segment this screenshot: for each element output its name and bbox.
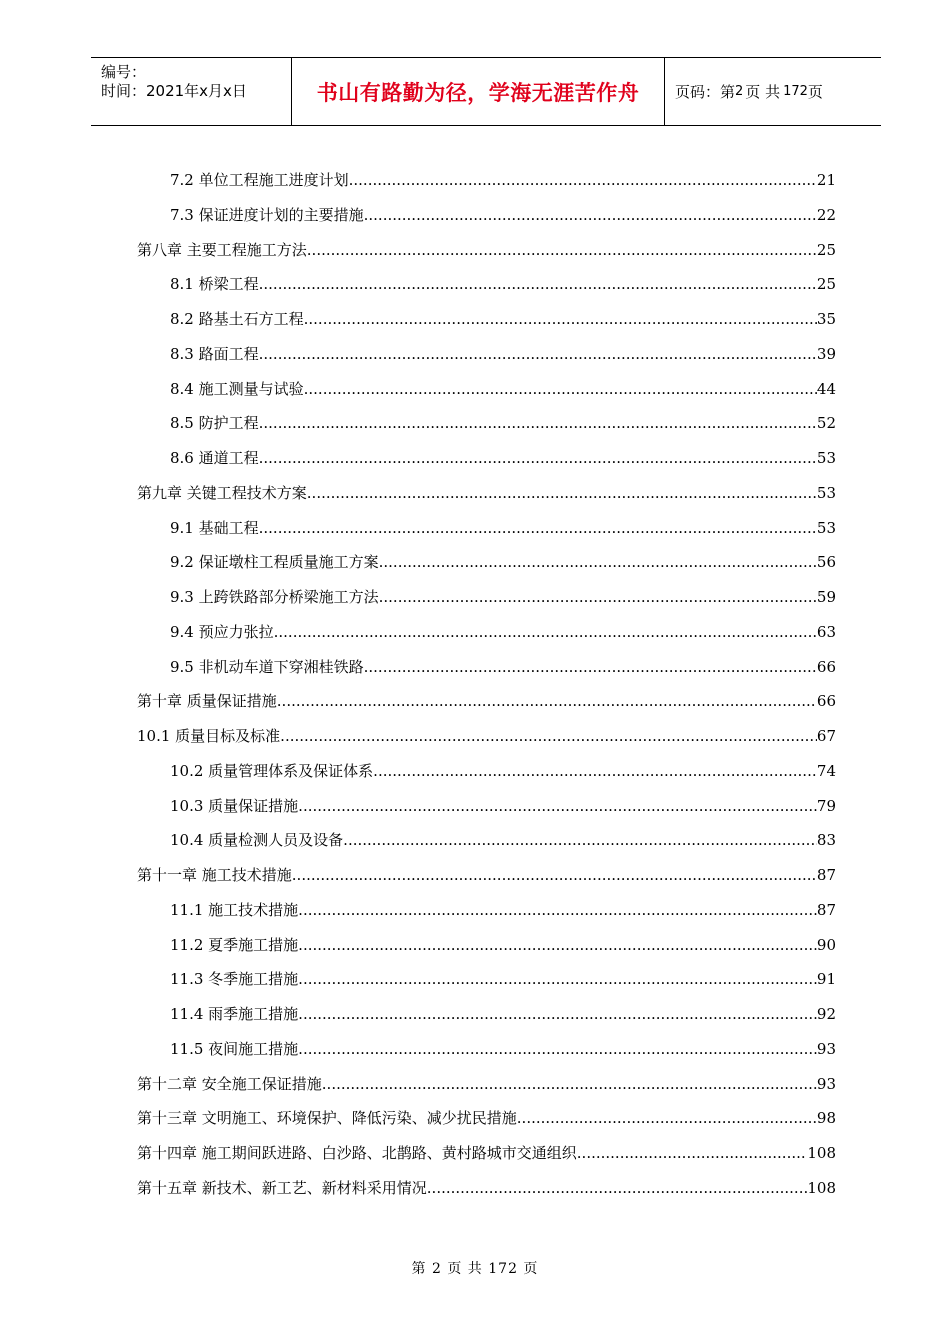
page-current: 2 — [735, 84, 744, 99]
toc-entry-page: 83 — [816, 831, 836, 850]
toc-entry[interactable] — [170, 959, 836, 989]
toc-entry-title: 10.3 质量保证措施 — [170, 796, 299, 815]
toc-entry[interactable] — [170, 890, 836, 920]
toc-entry-title: 11.1 施工技术措施 — [170, 900, 299, 919]
page-footer: 第 2 页 共 172 页 — [411, 1261, 539, 1277]
toc-leader-dots — [379, 552, 817, 572]
header-motto-cell — [292, 58, 665, 125]
toc-entry[interactable] — [137, 855, 836, 885]
toc-entry[interactable] — [170, 647, 836, 677]
document-time-label: 时间：2021年x月x日 — [101, 82, 247, 100]
toc-leader-dots — [298, 935, 817, 955]
toc-entry-title: 第十一章 施工技术措施 — [137, 866, 292, 884]
toc-leader-dots — [427, 1178, 808, 1198]
toc-leader-dots — [307, 240, 817, 260]
toc-entry-page: 67 — [816, 727, 836, 745]
toc-entry-title: 9.3 上跨铁路部分桥梁施工方法 — [170, 588, 379, 606]
toc-entry-page: 93 — [816, 1039, 836, 1058]
toc-entry-page: 91 — [816, 970, 836, 989]
toc-leader-dots — [307, 483, 817, 503]
toc-entry-title: 7.2 单位工程施工进度计划 — [170, 171, 349, 189]
toc-entry-page: 90 — [816, 935, 836, 954]
toc-entry[interactable] — [170, 542, 836, 572]
page-suffix: 页 — [807, 83, 823, 101]
toc-leader-dots — [343, 830, 817, 850]
toc-entry-page: 63 — [816, 622, 836, 641]
toc-leader-dots — [379, 587, 817, 607]
toc-entry-page: 35 — [816, 310, 836, 328]
toc-entry-page: 44 — [816, 379, 836, 398]
toc-entry[interactable] — [170, 334, 836, 364]
toc-entry-title: 8.2 路基土石方工程 — [170, 310, 304, 328]
toc-leader-dots — [298, 1039, 817, 1059]
toc-entry-title: 8.4 施工测量与试验 — [170, 379, 304, 398]
toc-entry-page: 93 — [816, 1074, 836, 1093]
toc-entry-page: 53 — [816, 483, 836, 502]
toc-entry-title: 9.4 预应力张拉 — [170, 622, 274, 641]
toc-entry[interactable] — [170, 369, 836, 399]
toc-entry[interactable] — [170, 160, 836, 190]
toc-entry[interactable] — [137, 716, 836, 746]
toc-entry-title: 7.3 保证进度计划的主要措施 — [170, 205, 364, 224]
toc-entry-title: 10.2 质量管理体系及保证体系 — [170, 761, 374, 780]
toc-entry[interactable] — [170, 751, 836, 781]
toc-entry-page: 59 — [816, 588, 836, 606]
toc-leader-dots — [298, 1004, 817, 1024]
toc-entry-page: 25 — [816, 240, 836, 259]
toc-entry-title: 9.2 保证墩柱工程质量施工方案 — [170, 553, 379, 572]
header-motto: 书山有路勤为径，学海无涯苦作舟 — [316, 80, 640, 105]
header-page-info — [665, 58, 881, 125]
toc-leader-dots — [298, 969, 817, 989]
toc-entry-title: 10.1 质量目标及标准 — [137, 727, 281, 745]
toc-entry[interactable] — [137, 473, 836, 503]
toc-entry[interactable] — [170, 195, 836, 225]
toc-entry-title: 第十三章 文明施工、环境保护、降低污染、减少扰民措施 — [137, 1109, 517, 1128]
toc-entry[interactable] — [170, 299, 836, 329]
toc-entry-page: 108 — [807, 1144, 836, 1162]
toc-leader-dots — [322, 1074, 817, 1094]
page-header — [91, 57, 881, 126]
toc-entry[interactable] — [170, 994, 836, 1024]
toc-entry-page: 92 — [816, 1005, 836, 1023]
toc-entry-title: 11.5 夜间施工措施 — [170, 1039, 299, 1058]
toc-entry-title: 8.1 桥梁工程 — [170, 275, 259, 294]
toc-leader-dots — [364, 205, 817, 225]
toc-entry-page: 87 — [816, 900, 836, 919]
toc-entry-page: 87 — [816, 866, 836, 884]
toc-leader-dots — [517, 1108, 817, 1128]
toc-entry[interactable] — [137, 681, 836, 711]
toc-entry-page: 53 — [816, 518, 836, 537]
toc-leader-dots — [577, 1143, 808, 1163]
toc-leader-dots — [274, 622, 817, 642]
toc-entry-page: 21 — [816, 171, 836, 189]
toc-entry[interactable] — [170, 1029, 836, 1059]
toc-entry-title: 8.3 路面工程 — [170, 344, 259, 363]
toc-entry[interactable] — [170, 612, 836, 642]
toc-entry-title: 8.5 防护工程 — [170, 414, 259, 433]
toc-entry[interactable] — [137, 1168, 836, 1198]
toc-entry[interactable] — [137, 1098, 836, 1128]
toc-entry[interactable] — [170, 508, 836, 538]
toc-entry-page: 79 — [816, 796, 836, 815]
toc-entry[interactable] — [170, 925, 836, 955]
toc-leader-dots — [298, 900, 817, 920]
toc-leader-dots — [259, 274, 817, 294]
toc-leader-dots — [259, 413, 817, 433]
toc-entry[interactable] — [170, 786, 836, 816]
toc-entry-title: 11.2 夏季施工措施 — [170, 935, 299, 954]
toc-leader-dots — [349, 170, 817, 190]
toc-entry[interactable] — [170, 403, 836, 433]
toc-leader-dots — [304, 379, 817, 399]
toc-entry-page: 53 — [816, 449, 836, 467]
toc-entry[interactable] — [137, 1064, 836, 1094]
toc-entry-title: 11.3 冬季施工措施 — [170, 970, 299, 989]
toc-entry[interactable] — [170, 438, 836, 468]
toc-entry-title: 第十章 质量保证措施 — [137, 692, 277, 711]
toc-entry[interactable] — [170, 264, 836, 294]
toc-entry-title: 11.4 雨季施工措施 — [170, 1005, 299, 1023]
toc-entry-title: 第九章 关键工程技术方案 — [137, 483, 307, 502]
page-mid: 页 共 — [745, 83, 781, 101]
toc-leader-dots — [292, 865, 817, 885]
toc-entry-page: 108 — [807, 1178, 836, 1197]
toc-entry[interactable] — [137, 1133, 836, 1163]
toc-entry-page: 25 — [816, 275, 836, 294]
header-meta — [91, 58, 292, 125]
toc-leader-dots — [364, 657, 817, 677]
toc-entry-page: 39 — [816, 344, 836, 363]
toc-leader-dots — [259, 448, 817, 468]
toc-leader-dots — [259, 518, 817, 538]
toc-entry-title: 8.6 通道工程 — [170, 449, 259, 467]
page-prefix: 页码：第 — [675, 83, 736, 101]
toc-leader-dots — [298, 796, 817, 816]
toc-entry-title: 第十二章 安全施工保证措施 — [137, 1074, 322, 1093]
toc-entry-page: 56 — [816, 553, 836, 572]
toc-entry-title: 9.1 基础工程 — [170, 518, 259, 537]
toc-entry-title: 10.4 质量检测人员及设备 — [170, 831, 344, 850]
document-number-label: 编号： — [101, 63, 147, 81]
toc-entry-title: 第十五章 新技术、新工艺、新材料采用情况 — [137, 1178, 427, 1197]
toc-entry[interactable] — [137, 230, 836, 260]
toc-entry-page: 98 — [816, 1109, 836, 1128]
toc-leader-dots — [280, 726, 817, 746]
page-total: 172 — [783, 84, 808, 99]
toc-entry-page: 66 — [816, 692, 836, 711]
toc-entry-title: 第十四章 施工期间跃进路、白沙路、北鹊路、黄村路城市交通组织 — [137, 1144, 577, 1162]
toc-entry-page: 66 — [816, 657, 836, 676]
toc-entry-title: 第八章 主要工程施工方法 — [137, 240, 307, 259]
toc-entry-page: 74 — [816, 761, 836, 780]
toc-entry-page: 22 — [816, 205, 836, 224]
toc-entry-title: 9.5 非机动车道下穿湘桂铁路 — [170, 657, 364, 676]
toc-entry[interactable] — [170, 577, 836, 607]
toc-leader-dots — [304, 309, 817, 329]
toc-leader-dots — [277, 691, 817, 711]
toc-entry-page: 52 — [816, 414, 836, 433]
toc-leader-dots — [259, 344, 817, 364]
toc-leader-dots — [373, 761, 817, 781]
toc-entry[interactable] — [170, 820, 836, 850]
